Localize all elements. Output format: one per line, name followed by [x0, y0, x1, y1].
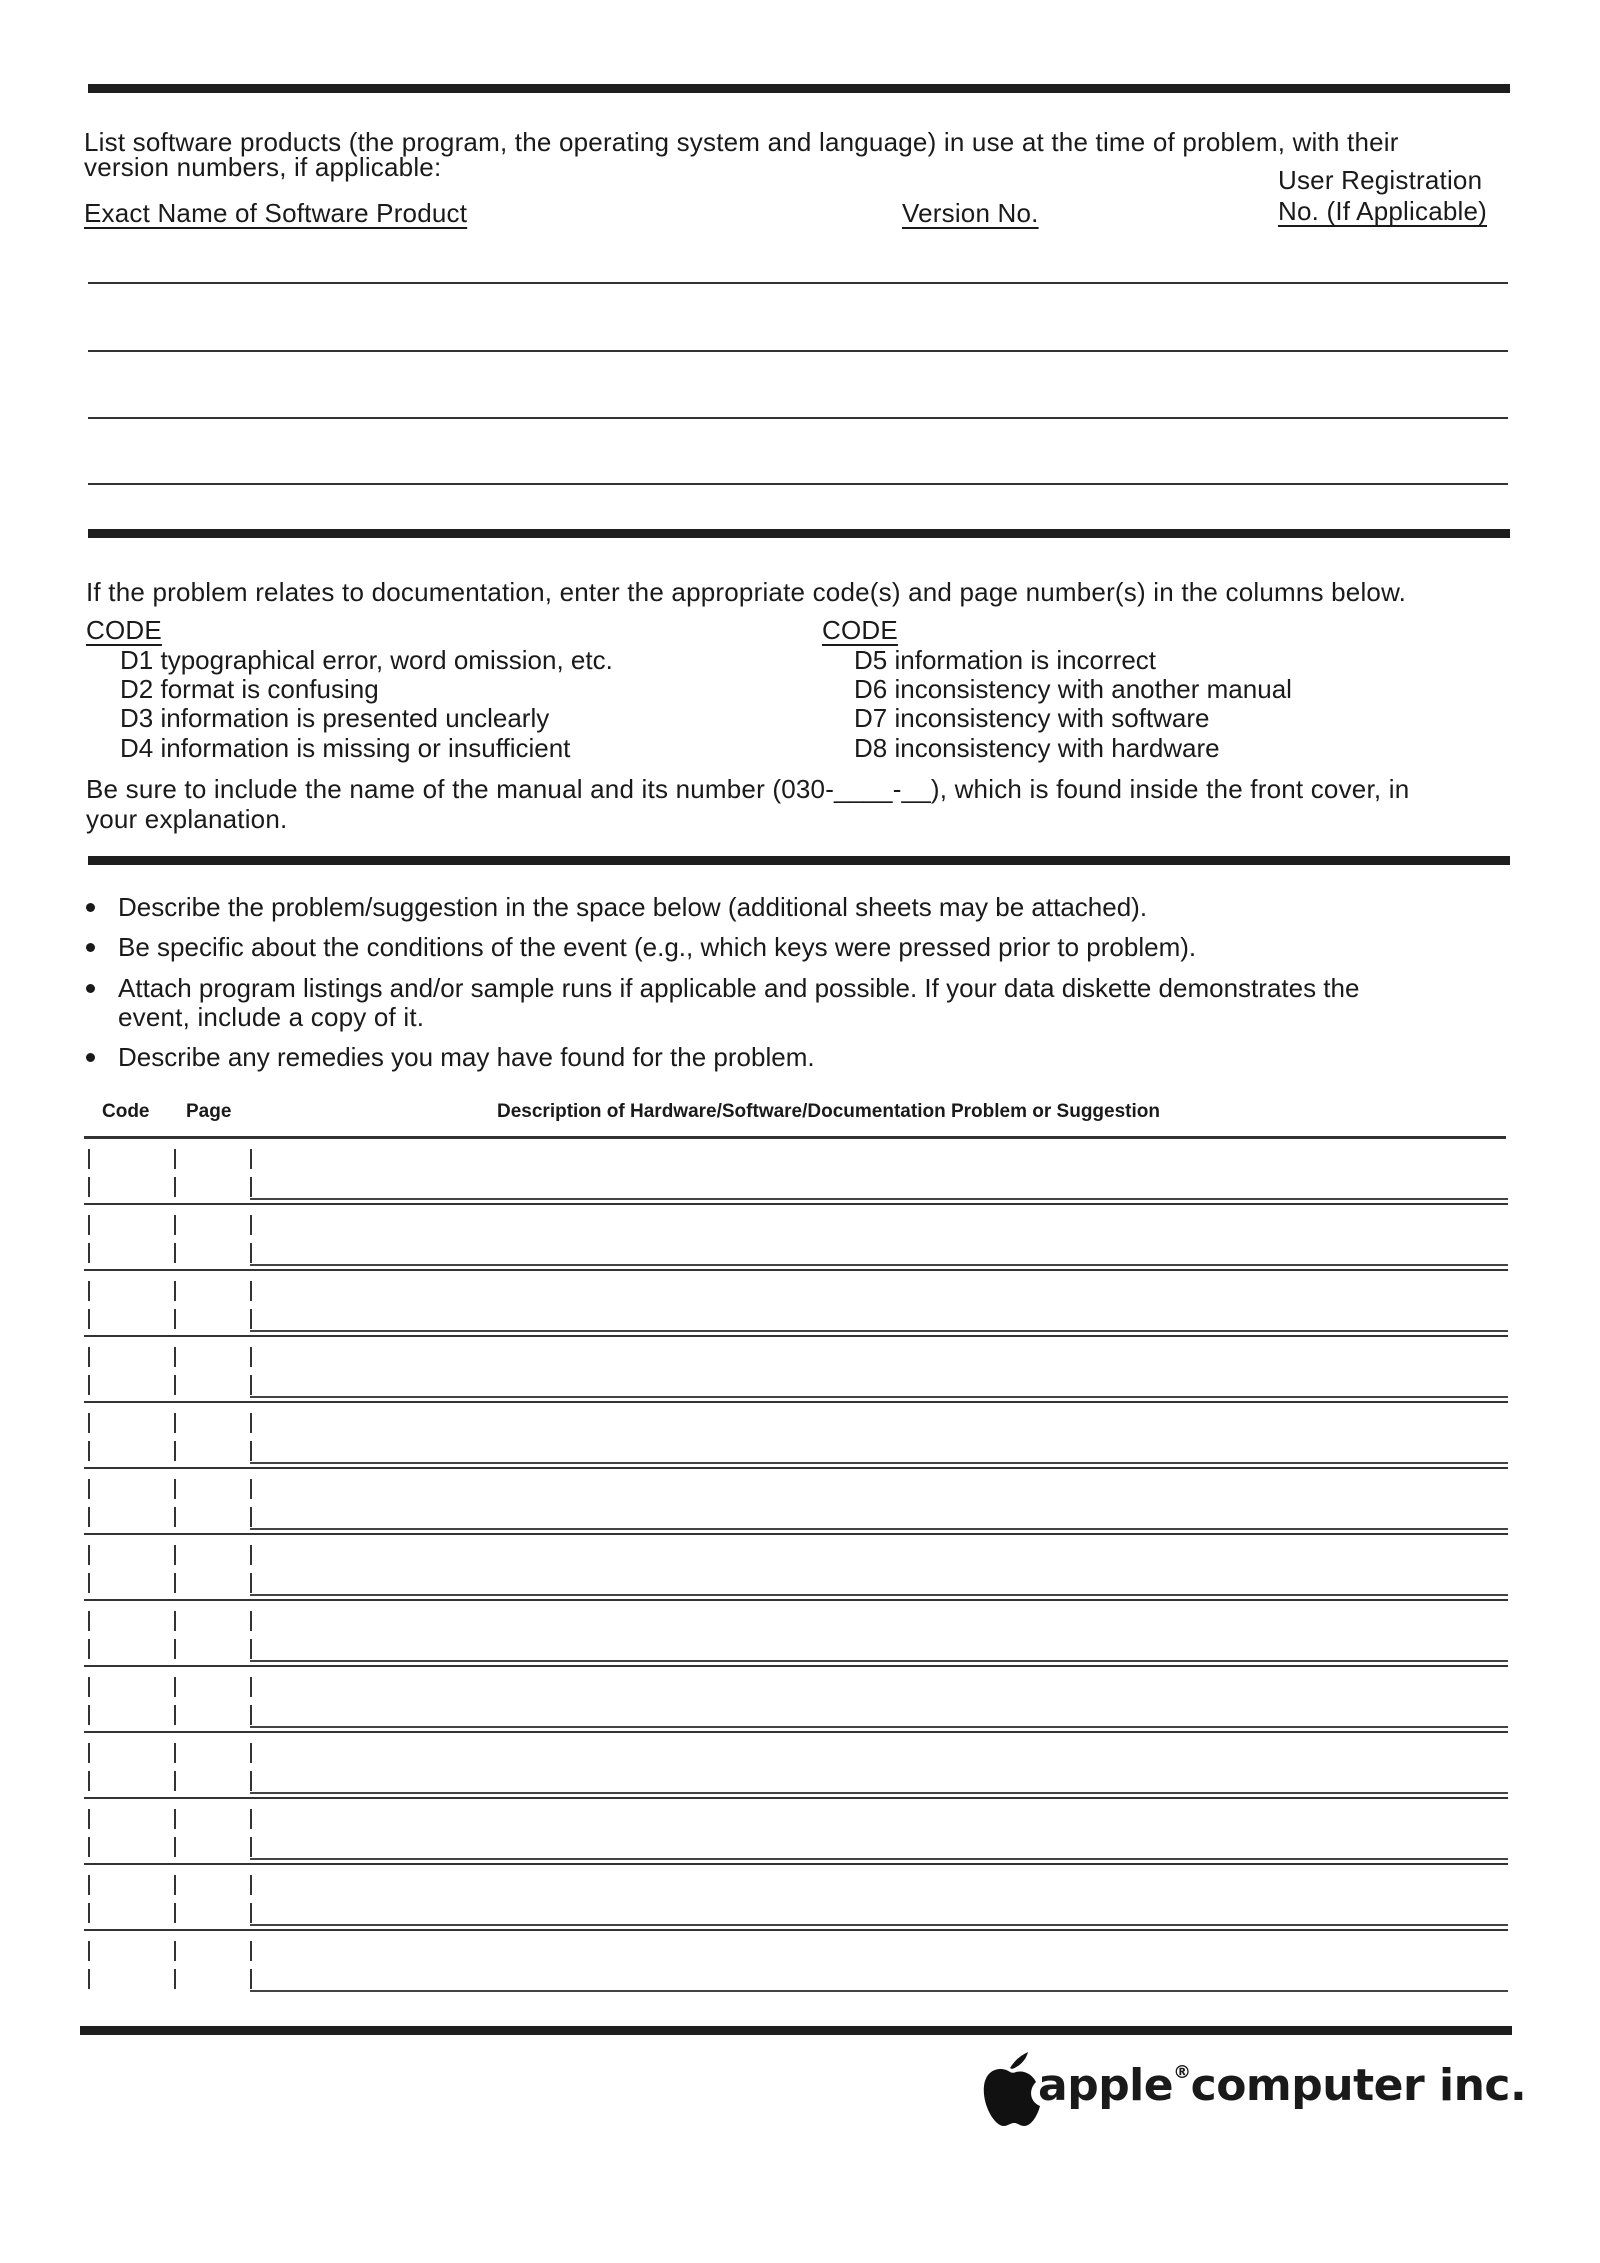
column-tick: [250, 1809, 252, 1829]
row-separator: [84, 1797, 1508, 1799]
column-tick: [250, 1507, 252, 1527]
row-separator: [84, 1533, 1508, 1535]
column-tick: [88, 1149, 90, 1169]
bottom-divider: [80, 2026, 1512, 2035]
entry-line[interactable]: [250, 1726, 1508, 1728]
column-tick: [174, 1375, 176, 1395]
column-tick: [250, 1413, 252, 1433]
column-tick: [250, 1639, 252, 1659]
apple-icon: [980, 2050, 1040, 2130]
manual-note: Be sure to include the name of the manual and its number (030-____-__), which is found inside the front cover, in: [86, 774, 1410, 804]
entry-line[interactable]: [250, 1330, 1508, 1332]
software-entry-line[interactable]: [88, 483, 1508, 485]
column-tick: [88, 1837, 90, 1857]
column-tick: [174, 1177, 176, 1197]
bullet-icon: [86, 1053, 95, 1062]
software-entry-line[interactable]: [88, 282, 1508, 284]
software-entry-line[interactable]: [88, 417, 1508, 419]
row-separator: [84, 1731, 1508, 1733]
column-tick: [174, 1545, 176, 1565]
column-tick: [88, 1743, 90, 1763]
column-tick: [250, 1969, 252, 1989]
table-header-rule: [84, 1136, 1506, 1139]
column-tick: [250, 1743, 252, 1763]
column-tick: [250, 1545, 252, 1565]
column-tick: [88, 1611, 90, 1631]
software-intro-line2: version numbers, if applicable:: [84, 152, 442, 182]
column-tick: [250, 1309, 252, 1329]
row-separator: [84, 1335, 1508, 1337]
column-tick: [88, 1903, 90, 1923]
entry-line[interactable]: [250, 1462, 1508, 1464]
column-tick: [88, 1677, 90, 1697]
column-tick: [250, 1837, 252, 1857]
row-separator: [84, 1467, 1508, 1469]
apple-logo: [980, 2050, 1527, 2130]
column-tick: [174, 1479, 176, 1499]
column-tick: [174, 1611, 176, 1631]
column-tick: [88, 1479, 90, 1499]
software-intro: List software products (the program, the operating system and language) in use at the time of problem, with their: [84, 127, 1399, 157]
column-tick: [88, 1215, 90, 1235]
column-tick: [88, 1177, 90, 1197]
column-tick: [88, 1347, 90, 1367]
entry-line[interactable]: [250, 1594, 1508, 1596]
column-tick: [174, 1903, 176, 1923]
column-tick: [174, 1743, 176, 1763]
column-tick: [250, 1875, 252, 1895]
column-tick: [88, 1281, 90, 1301]
column-tick: [250, 1441, 252, 1461]
column-tick: [174, 1309, 176, 1329]
column-tick: [88, 1413, 90, 1433]
column-tick: [250, 1941, 252, 1961]
version-header: Version No.: [902, 198, 1039, 228]
table-header-code: Code: [102, 1101, 150, 1122]
column-tick: [250, 1677, 252, 1697]
column-tick: [88, 1941, 90, 1961]
column-tick: [174, 1149, 176, 1169]
column-tick: [88, 1705, 90, 1725]
instruction-continuation: event, include a copy of it.: [118, 1002, 425, 1032]
code-d2: D2 format is confusing: [120, 674, 379, 704]
code-header-left: CODE: [86, 615, 162, 645]
documentation-intro: If the problem relates to documentation, enter the appropriate code(s) and page number(s) in the columns below.: [86, 577, 1407, 607]
column-tick: [88, 1441, 90, 1461]
row-separator: [84, 1401, 1508, 1403]
reg-header-line1: User Registration: [1278, 165, 1483, 195]
entry-line[interactable]: [250, 1264, 1508, 1266]
entry-line[interactable]: [250, 1396, 1508, 1398]
column-tick: [250, 1903, 252, 1923]
column-tick: [88, 1309, 90, 1329]
code-d4: D4 information is missing or insufficient: [120, 733, 571, 763]
manual-note-line2: your explanation.: [86, 804, 288, 834]
column-tick: [88, 1809, 90, 1829]
column-tick: [174, 1215, 176, 1235]
column-tick: [88, 1875, 90, 1895]
column-tick: [174, 1639, 176, 1659]
column-tick: [250, 1573, 252, 1593]
entry-line[interactable]: [250, 1528, 1508, 1530]
column-tick: [88, 1243, 90, 1263]
column-tick: [250, 1149, 252, 1169]
code-d1: D1 typographical error, word omission, etc.: [120, 645, 613, 675]
column-tick: [174, 1573, 176, 1593]
code-d6: D6 inconsistency with another manual: [854, 674, 1292, 704]
column-tick: [174, 1969, 176, 1989]
row-separator: [84, 1863, 1508, 1865]
row-separator: [84, 1203, 1508, 1205]
column-tick: [250, 1771, 252, 1791]
section-divider: [88, 529, 1510, 538]
column-tick: [174, 1837, 176, 1857]
column-tick: [174, 1243, 176, 1263]
column-tick: [88, 1507, 90, 1527]
bullet-icon: [86, 984, 95, 993]
software-name-header: Exact Name of Software Product: [84, 198, 468, 228]
column-tick: [174, 1941, 176, 1961]
column-tick: [174, 1281, 176, 1301]
column-tick: [250, 1375, 252, 1395]
column-tick: [174, 1347, 176, 1367]
bullet-icon: [86, 903, 95, 912]
bullet-icon: [86, 943, 95, 952]
entry-line[interactable]: [250, 1792, 1508, 1794]
software-entry-line[interactable]: [88, 350, 1508, 352]
brand-name: apple®computer inc.: [1038, 2060, 1527, 2111]
column-tick: [174, 1441, 176, 1461]
column-tick: [250, 1281, 252, 1301]
column-tick: [250, 1705, 252, 1725]
column-tick: [174, 1705, 176, 1725]
top-divider: [88, 84, 1510, 93]
row-separator: [84, 1599, 1508, 1601]
column-tick: [250, 1611, 252, 1631]
column-tick: [88, 1573, 90, 1593]
entry-line[interactable]: [250, 1198, 1508, 1200]
entry-line[interactable]: [250, 1660, 1508, 1662]
reg-header-line2: No. (If Applicable): [1278, 196, 1488, 226]
column-tick: [174, 1875, 176, 1895]
table-header-page: Page: [186, 1101, 232, 1122]
row-separator: [84, 1929, 1508, 1931]
code-header-right: CODE: [822, 615, 898, 645]
table-header-description: Description of Hardware/Software/Documentation Problem or Suggestion: [497, 1101, 1160, 1122]
code-d7: D7 inconsistency with software: [854, 703, 1210, 733]
code-d5: D5 information is incorrect: [854, 645, 1157, 675]
column-tick: [88, 1969, 90, 1989]
column-tick: [250, 1479, 252, 1499]
code-d8: D8 inconsistency with hardware: [854, 733, 1220, 763]
column-tick: [174, 1413, 176, 1433]
row-separator: [84, 1269, 1508, 1271]
column-tick: [250, 1177, 252, 1197]
column-tick: [250, 1243, 252, 1263]
entry-line[interactable]: [250, 1924, 1508, 1926]
code-d3: D3 information is presented unclearly: [120, 703, 550, 733]
column-tick: [250, 1215, 252, 1235]
column-tick: [174, 1677, 176, 1697]
entry-line[interactable]: [250, 1990, 1508, 1992]
column-tick: [88, 1639, 90, 1659]
column-tick: [88, 1375, 90, 1395]
column-tick: [174, 1771, 176, 1791]
column-tick: [88, 1545, 90, 1565]
column-tick: [250, 1347, 252, 1367]
column-tick: [174, 1507, 176, 1527]
section-divider: [88, 856, 1510, 865]
row-separator: [84, 1665, 1508, 1667]
column-tick: [88, 1771, 90, 1791]
entry-line[interactable]: [250, 1858, 1508, 1860]
column-tick: [174, 1809, 176, 1829]
